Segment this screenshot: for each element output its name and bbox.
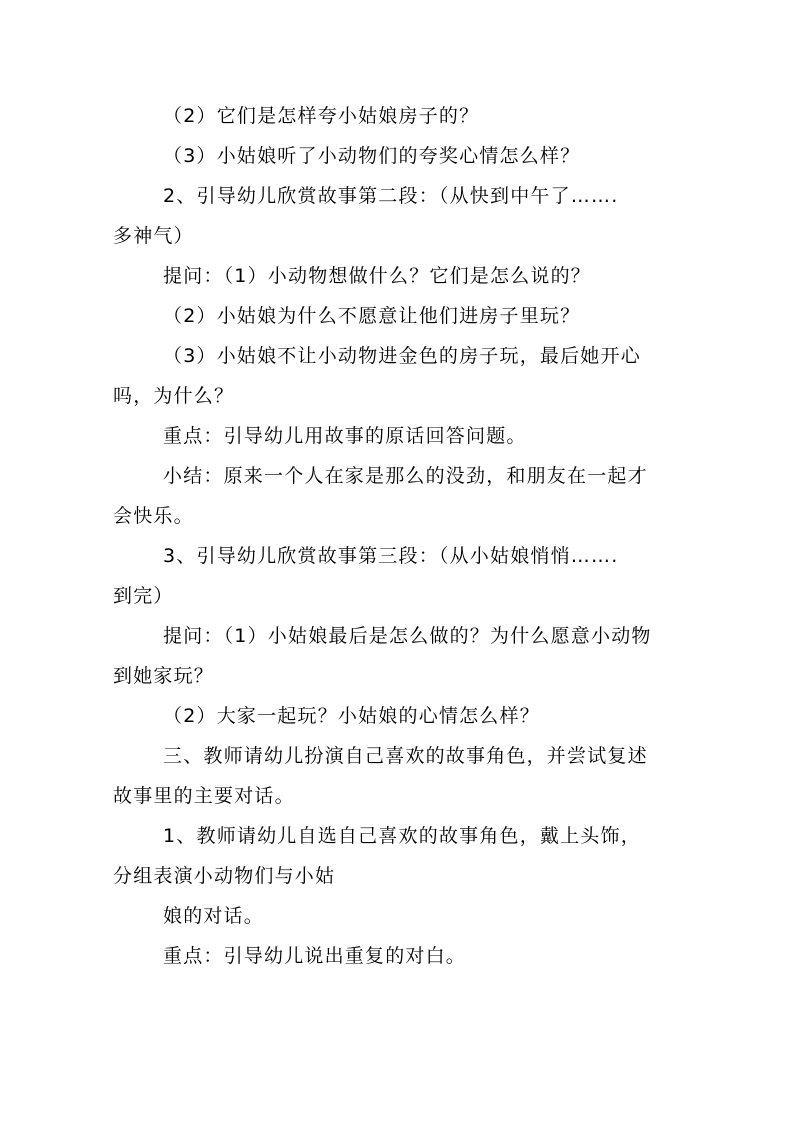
paragraph-line: （3）小姑娘听了小动物们的夸奖心情怎么样？: [163, 145, 581, 167]
paragraph-line: 到她家玩？: [113, 665, 215, 687]
paragraph-line: 重点：引导幼儿说出重复的对白。: [163, 945, 467, 967]
document-body: [113, 96, 683, 976]
paragraph-line: 吗，为什么？: [113, 385, 235, 407]
paragraph-line: 2、引导幼儿欣赏故事第二段：（从快到中午了…….: [163, 185, 619, 207]
paragraph-line: 重点：引导幼儿用故事的原话回答问题。: [163, 425, 527, 447]
paragraph-line: （2）小姑娘为什么不愿意让他们进房子里玩？: [163, 305, 581, 327]
paragraph-line: 1、教师请幼儿自选自己喜欢的故事角色，戴上头饰，: [163, 825, 641, 847]
paragraph-line: 会快乐。: [113, 505, 194, 527]
paragraph-line: （2）它们是怎样夸小姑娘房子的？: [163, 105, 480, 127]
paragraph-line: 提问：（1）小姑娘最后是怎么做的？为什么愿意小动物: [163, 625, 652, 647]
paragraph-line: 3、引导幼儿欣赏故事第三段：（从小姑娘悄悄…….: [163, 545, 619, 567]
paragraph-line: 到完）: [113, 585, 174, 607]
paragraph-line: （2）大家一起玩？小姑娘的心情怎么样？: [163, 705, 540, 727]
paragraph-line: 分组表演小动物们与小姑: [113, 865, 336, 887]
paragraph-line: 小结：原来一个人在家是那么的没劲，和朋友在一起才: [163, 465, 648, 487]
paragraph-line: （3）小姑娘不让小动物进金色的房子玩，最后她开心: [163, 345, 641, 367]
paragraph-line: 故事里的主要对话。: [113, 785, 295, 807]
paragraph-line: 提问：（1）小动物想做什么？它们是怎么说的？: [163, 265, 591, 287]
paragraph-line: 多神气）: [113, 225, 194, 247]
paragraph-line: 三、教师请幼儿扮演自己喜欢的故事角色，并尝试复述: [163, 745, 648, 767]
paragraph-line: 娘的对话。: [163, 905, 265, 927]
